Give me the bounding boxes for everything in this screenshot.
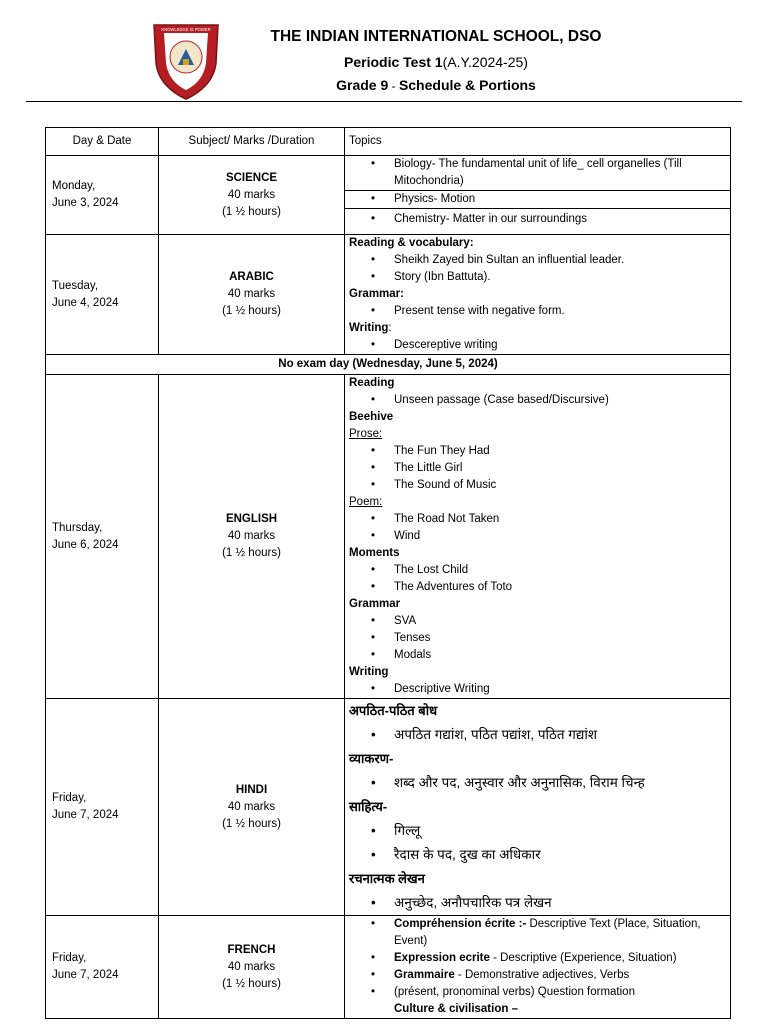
arabic-marks: 40 marks: [227, 288, 276, 300]
table-row-english: [46, 375, 731, 699]
list-item: • Present tense with negative form.: [349, 303, 726, 320]
english-reading-heading: Reading: [349, 377, 395, 389]
list-item: [349, 950, 726, 967]
hindi-subject-cell: [159, 699, 345, 916]
list-item: • Descereptive writing: [349, 337, 726, 354]
arabic-writing-colon: :: [388, 322, 392, 334]
hindi-heading-1: अपठित-पठित बोध: [349, 703, 438, 718]
english-date: June 6, 2024: [52, 538, 119, 551]
table-row-arabic: [46, 235, 731, 355]
english-grammar-heading: Grammar: [349, 598, 401, 610]
header-topics: Topics: [345, 128, 731, 156]
list-item: • The Sound of Music: [349, 477, 726, 494]
science-subject-cell: [159, 156, 345, 235]
english-subject: ENGLISH: [225, 513, 278, 525]
arabic-reading-heading: Reading & vocabulary:: [349, 237, 474, 249]
list-item: • Unseen passage (Case based/Discursive): [349, 392, 726, 409]
arabic-topics-cell: [345, 235, 731, 355]
list-item: • Story (Ibn Battuta).: [349, 269, 726, 286]
hindi-heading-3: साहित्य-: [349, 799, 388, 814]
english-prose-heading: Prose:: [349, 428, 383, 440]
science-marks: 40 marks: [227, 188, 276, 201]
science-duration: (1 ½ hours): [222, 205, 281, 218]
french-topic-1-label: Compréhension écrite :-: [394, 918, 527, 930]
english-day: Thursday,: [52, 521, 103, 534]
english-marks: 40 marks: [227, 530, 276, 542]
hindi-date-cell: [46, 699, 159, 916]
list-item: • Biology- The fundamental unit of life_ cell organelles (Till Mitochondria): [349, 156, 726, 190]
list-item: • The Little Girl: [349, 460, 726, 477]
hindi-day: Friday,: [52, 792, 87, 804]
list-item: • Descriptive Writing: [349, 681, 726, 698]
list-item: • शब्द और पद, अनुस्वार और अनुनासिक, विराम चिन्ह: [349, 771, 726, 795]
list-item: • The Adventures of Toto: [349, 579, 726, 596]
english-subject-cell: [159, 375, 345, 699]
arabic-writing-heading-row: [349, 320, 726, 337]
header-subject: Subject/ Marks /Duration: [159, 128, 345, 156]
science-date: June 3, 2024: [52, 197, 119, 209]
arabic-date: June 4, 2024: [52, 296, 119, 309]
test-title-bold: Periodic Test 1: [344, 54, 443, 70]
arabic-date-cell: [46, 235, 159, 355]
table-row-no-exam: [46, 355, 731, 375]
test-title-year: (A.Y.2024-25): [442, 54, 528, 70]
science-topic-row-2: [345, 191, 730, 209]
french-date: June 7, 2024: [52, 969, 119, 981]
french-date-cell: [46, 916, 159, 1019]
hindi-heading-2: व्याकरण-: [349, 751, 394, 766]
table-header-row: [46, 128, 731, 156]
table-row-french: [46, 916, 731, 1019]
list-item: • अपठित गद्यांश, पठित पद्यांश, पठित गद्यांश: [349, 723, 726, 747]
french-subject-cell: [159, 916, 345, 1019]
english-moments-heading: Moments: [349, 547, 400, 559]
hindi-date: June 7, 2024: [52, 809, 119, 821]
english-topics-cell: [345, 375, 731, 699]
arabic-grammar-heading: Grammar:: [349, 288, 404, 300]
no-exam-cell: No exam day (Wednesday, June 5, 2024): [46, 355, 731, 375]
hindi-heading-4: रचनात्मक लेखन: [349, 871, 425, 886]
grade-dash: -: [388, 79, 399, 93]
list-item: • अनुच्छेद, अनौपचारिक पत्र लेखन: [349, 891, 726, 915]
list-item: • Wind: [349, 528, 726, 545]
grade-title: [52, 77, 768, 93]
science-day: Monday,: [52, 180, 96, 192]
science-date-cell: [46, 156, 159, 235]
science-topics-cell: [345, 156, 731, 235]
list-item: • Chemistry- Matter in our surroundings: [349, 211, 726, 228]
list-item: • Sheikh Zayed bin Sultan an influential leader.: [349, 252, 726, 269]
english-poem-heading: Poem:: [349, 496, 383, 508]
arabic-day: Tuesday,: [52, 279, 99, 292]
hindi-subject: HINDI: [235, 783, 268, 796]
science-topic-row-1: [345, 156, 730, 191]
list-item: • Tenses: [349, 630, 726, 647]
english-duration: (1 ½ hours): [222, 547, 281, 559]
french-topic-2-text: - Descriptive (Experience, Situation): [489, 952, 677, 964]
french-subject: FRENCH: [227, 943, 276, 956]
list-item: [349, 916, 726, 950]
list-item: • The Road Not Taken: [349, 511, 726, 528]
french-duration: (1 ½ hours): [222, 977, 281, 990]
french-topic-3-text: - Demonstrative adjectives, Verbs: [454, 969, 630, 981]
english-beehive-heading: Beehive: [349, 411, 394, 423]
french-marks: 40 marks: [227, 960, 276, 973]
french-day: Friday,: [52, 952, 87, 964]
science-subject: SCIENCE: [225, 171, 278, 184]
table-row-hindi: [46, 699, 731, 916]
french-culture-heading: Culture & civilisation –: [394, 1003, 518, 1015]
science-topic-row-3: [345, 209, 730, 229]
hindi-topics-cell: [345, 699, 731, 916]
header-divider: [26, 101, 742, 102]
english-writing-heading: Writing: [349, 666, 389, 678]
arabic-writing-heading: Writing: [349, 322, 389, 334]
list-item: • The Lost Child: [349, 562, 726, 579]
french-topic-1-text: Descriptive Text (Place, Situation, Event): [394, 918, 701, 947]
list-item: • रैदास के पद, दुख का अधिकार: [349, 843, 726, 867]
english-date-cell: [46, 375, 159, 699]
french-topics-cell: [345, 916, 731, 1019]
list-item: • गिल्लू: [349, 819, 726, 843]
hindi-duration: (1 ½ hours): [222, 817, 281, 830]
list-item: • Physics- Motion: [349, 191, 726, 208]
grade-label: Grade 9: [336, 77, 389, 93]
list-item: • The Fun They Had: [349, 443, 726, 460]
hindi-marks: 40 marks: [227, 800, 276, 813]
list-item: • SVA: [349, 613, 726, 630]
list-item: • (présent, pronominal verbs) Question formation: [349, 984, 726, 1001]
french-topic-2-label: Expression ecrite: [394, 952, 490, 964]
svg-text:KNOWLEDGE IS POWER: KNOWLEDGE IS POWER: [161, 27, 211, 32]
french-topic-3-label: Grammaire: [394, 969, 455, 981]
header-day-date: Day & Date: [46, 128, 159, 156]
arabic-subject-cell: [159, 235, 345, 355]
list-item: [349, 967, 726, 984]
schedule-table: [45, 127, 731, 1019]
list-item: • Modals: [349, 647, 726, 664]
test-title: [52, 54, 768, 70]
table-row-science: [46, 156, 731, 235]
arabic-duration: (1 ½ hours): [222, 305, 281, 317]
school-title: THE INDIAN INTERNATIONAL SCHOOL, DSO: [270, 28, 602, 45]
arabic-subject: ARABIC: [229, 271, 274, 283]
schedule-label: Schedule & Portions: [398, 77, 536, 93]
